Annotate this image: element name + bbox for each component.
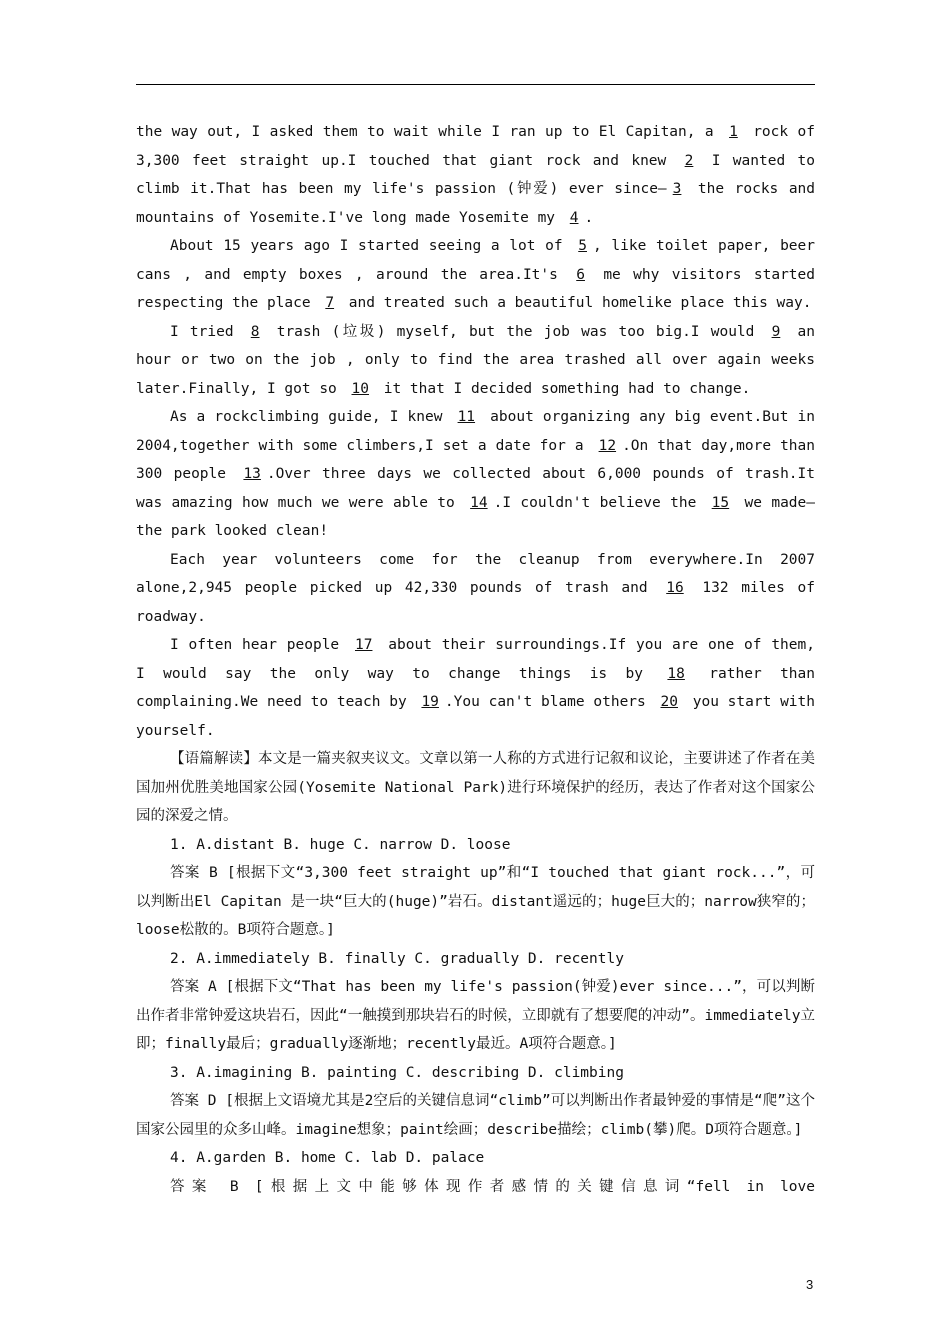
text-run: .Over three days we collected about 6,000 pounds of trash.It was amazing how much we were able to: [136, 466, 815, 511]
text-run: and treated such a beautiful homelike place this way.: [340, 295, 812, 311]
paragraph: [136, 1059, 815, 1088]
paragraph: [136, 1173, 815, 1202]
blank-number: 5: [578, 238, 587, 254]
text-run: I tried: [170, 323, 245, 340]
paragraph: [136, 631, 815, 745]
paragraph: [136, 546, 815, 632]
blank-number: 6: [576, 266, 585, 283]
blank-number: 10: [351, 380, 369, 397]
document-body: [136, 118, 815, 1201]
blank-number: 20: [660, 694, 678, 710]
text-run: 【语篇解读】本文是一篇夹叙夹议文。文章以第一人称的方式进行记叙和议论，主要讲述了作者在美国加州优胜美地国家公园(Yosemite National Park)进行环境保护的经历，表达了作者对这个国家公园的深爱之情。: [136, 751, 815, 824]
text-run: an hour or two on the job , only to find the area trashed all over again weeks later.Finally, I got so: [136, 323, 815, 397]
blank-number: 1: [729, 124, 738, 140]
text-run: about organizing any big event.But in 2004,together with some climbers,I set a date for a: [136, 409, 815, 454]
blank-number: 14: [470, 494, 488, 511]
blank-number: 3: [672, 181, 682, 197]
text-run: 答案 D [根据上文语境尤其是2空后的关键信息词“climb”可以判断出作者最钟爱的事情是“爬”这个国家公园里的众多山峰。imagine想象；paint绘画；describe描绘；climb(攀)爬。D项符合题意。]: [136, 1093, 815, 1138]
text-run: 2. A.immediately B. finally C. gradually D. recently: [170, 950, 624, 967]
blank-number: 18: [667, 665, 685, 682]
header-rule: [136, 84, 815, 85]
blank-number: 15: [711, 494, 730, 511]
blank-number: 7: [325, 295, 335, 311]
paragraph: [136, 318, 815, 404]
text-run: .I couldn't believe the: [493, 494, 706, 511]
blank-number: 4: [569, 209, 579, 226]
text-run: 答案 B [根据上文中能够体现作者感情的关键信息词“fell in love: [170, 1178, 815, 1195]
text-run: rather than complaining.We need to teach by: [136, 665, 815, 710]
blank-number: 12: [598, 437, 617, 454]
text-run: trash (垃圾) myself, but the job was too big.I would: [265, 323, 766, 340]
text-run: .: [584, 209, 594, 226]
text-run: 1. A.distant B. huge C. narrow D. loose: [170, 836, 511, 853]
text-run: Each year volunteers come for the cleanup from everywhere.In 2007 alone,2,945 people picked up 42,330 pounds of trash and: [136, 551, 815, 596]
text-run: 答案 B [根据下文“3,300 feet straight up”和“I touched that giant rock...”，可以判断出El Capitan 是一块“巨大的(huge)”岩石。distant遥远的；huge巨大的；narrow狭窄的；loose松散的。B项符合题意。]: [136, 865, 815, 938]
blank-number: 2: [684, 152, 694, 169]
paragraph: [136, 859, 815, 945]
paragraph: [136, 973, 815, 1059]
text-run: .You can't blame others: [444, 694, 655, 710]
text-run: 4. A.garden B. home C. lab D. palace: [170, 1150, 485, 1166]
text-run: 3. A.imagining B. painting C. describing D. climbing: [170, 1064, 624, 1081]
text-run: .On that day,more than 300 people: [136, 437, 815, 482]
paragraph: [136, 831, 815, 860]
text-run: 132 miles of roadway.: [136, 580, 815, 625]
text-run: you start with yourself.: [136, 694, 815, 739]
text-run: I wanted to climb it.That has been my life's passion (钟爱) ever since—: [136, 152, 816, 197]
text-run: As a rockclimbing guide, I knew: [170, 409, 452, 425]
paragraph: [136, 1087, 815, 1144]
text-run: about their surroundings.If you are one of them, I would say the only way to change things is by: [136, 637, 815, 682]
page-number: 3: [806, 1277, 814, 1292]
blank-number: 16: [666, 580, 684, 596]
text-run: rock of 3,300 feet straight up.I touched that giant rock and knew: [136, 124, 815, 169]
paragraph: [136, 403, 815, 546]
blank-number: 19: [421, 694, 439, 710]
text-run: we made—the park looked clean!: [136, 494, 815, 539]
text-run: , like toilet paper, beer cans , and empty boxes , around the area.It's: [136, 238, 815, 283]
paragraph: [136, 745, 815, 831]
blank-number: 9: [771, 323, 781, 340]
paragraph: [136, 1144, 815, 1173]
text-run: it that I decided something had to change.: [374, 380, 751, 397]
text-run: I often hear people: [170, 637, 349, 653]
blank-number: 13: [243, 466, 261, 482]
blank-number: 17: [354, 637, 373, 653]
blank-number: 11: [457, 409, 476, 425]
text-run: About 15 years ago I started seeing a lot of: [170, 238, 573, 254]
blank-number: 8: [250, 323, 260, 340]
paragraph: [136, 118, 815, 232]
text-run: 答案 A [根据下文“That has been my life's passion(钟爱)ever since...”，可以判断出作者非常钟爱这块岩石，因此“一触摸到那块岩石的时候，立即就有了想要爬的冲动”。immediately立即；finally最后；gradually逐渐地；recently最近。A项符合题意。]: [136, 979, 815, 1052]
text-run: the rocks and mountains of Yosemite.I've long made Yosemite my: [136, 181, 816, 226]
paragraph: [136, 232, 815, 318]
paragraph: [136, 945, 815, 974]
text-run: me why visitors started respecting the place: [136, 266, 815, 311]
text-run: the way out, I asked them to wait while I ran up to El Capitan, a: [136, 124, 724, 140]
